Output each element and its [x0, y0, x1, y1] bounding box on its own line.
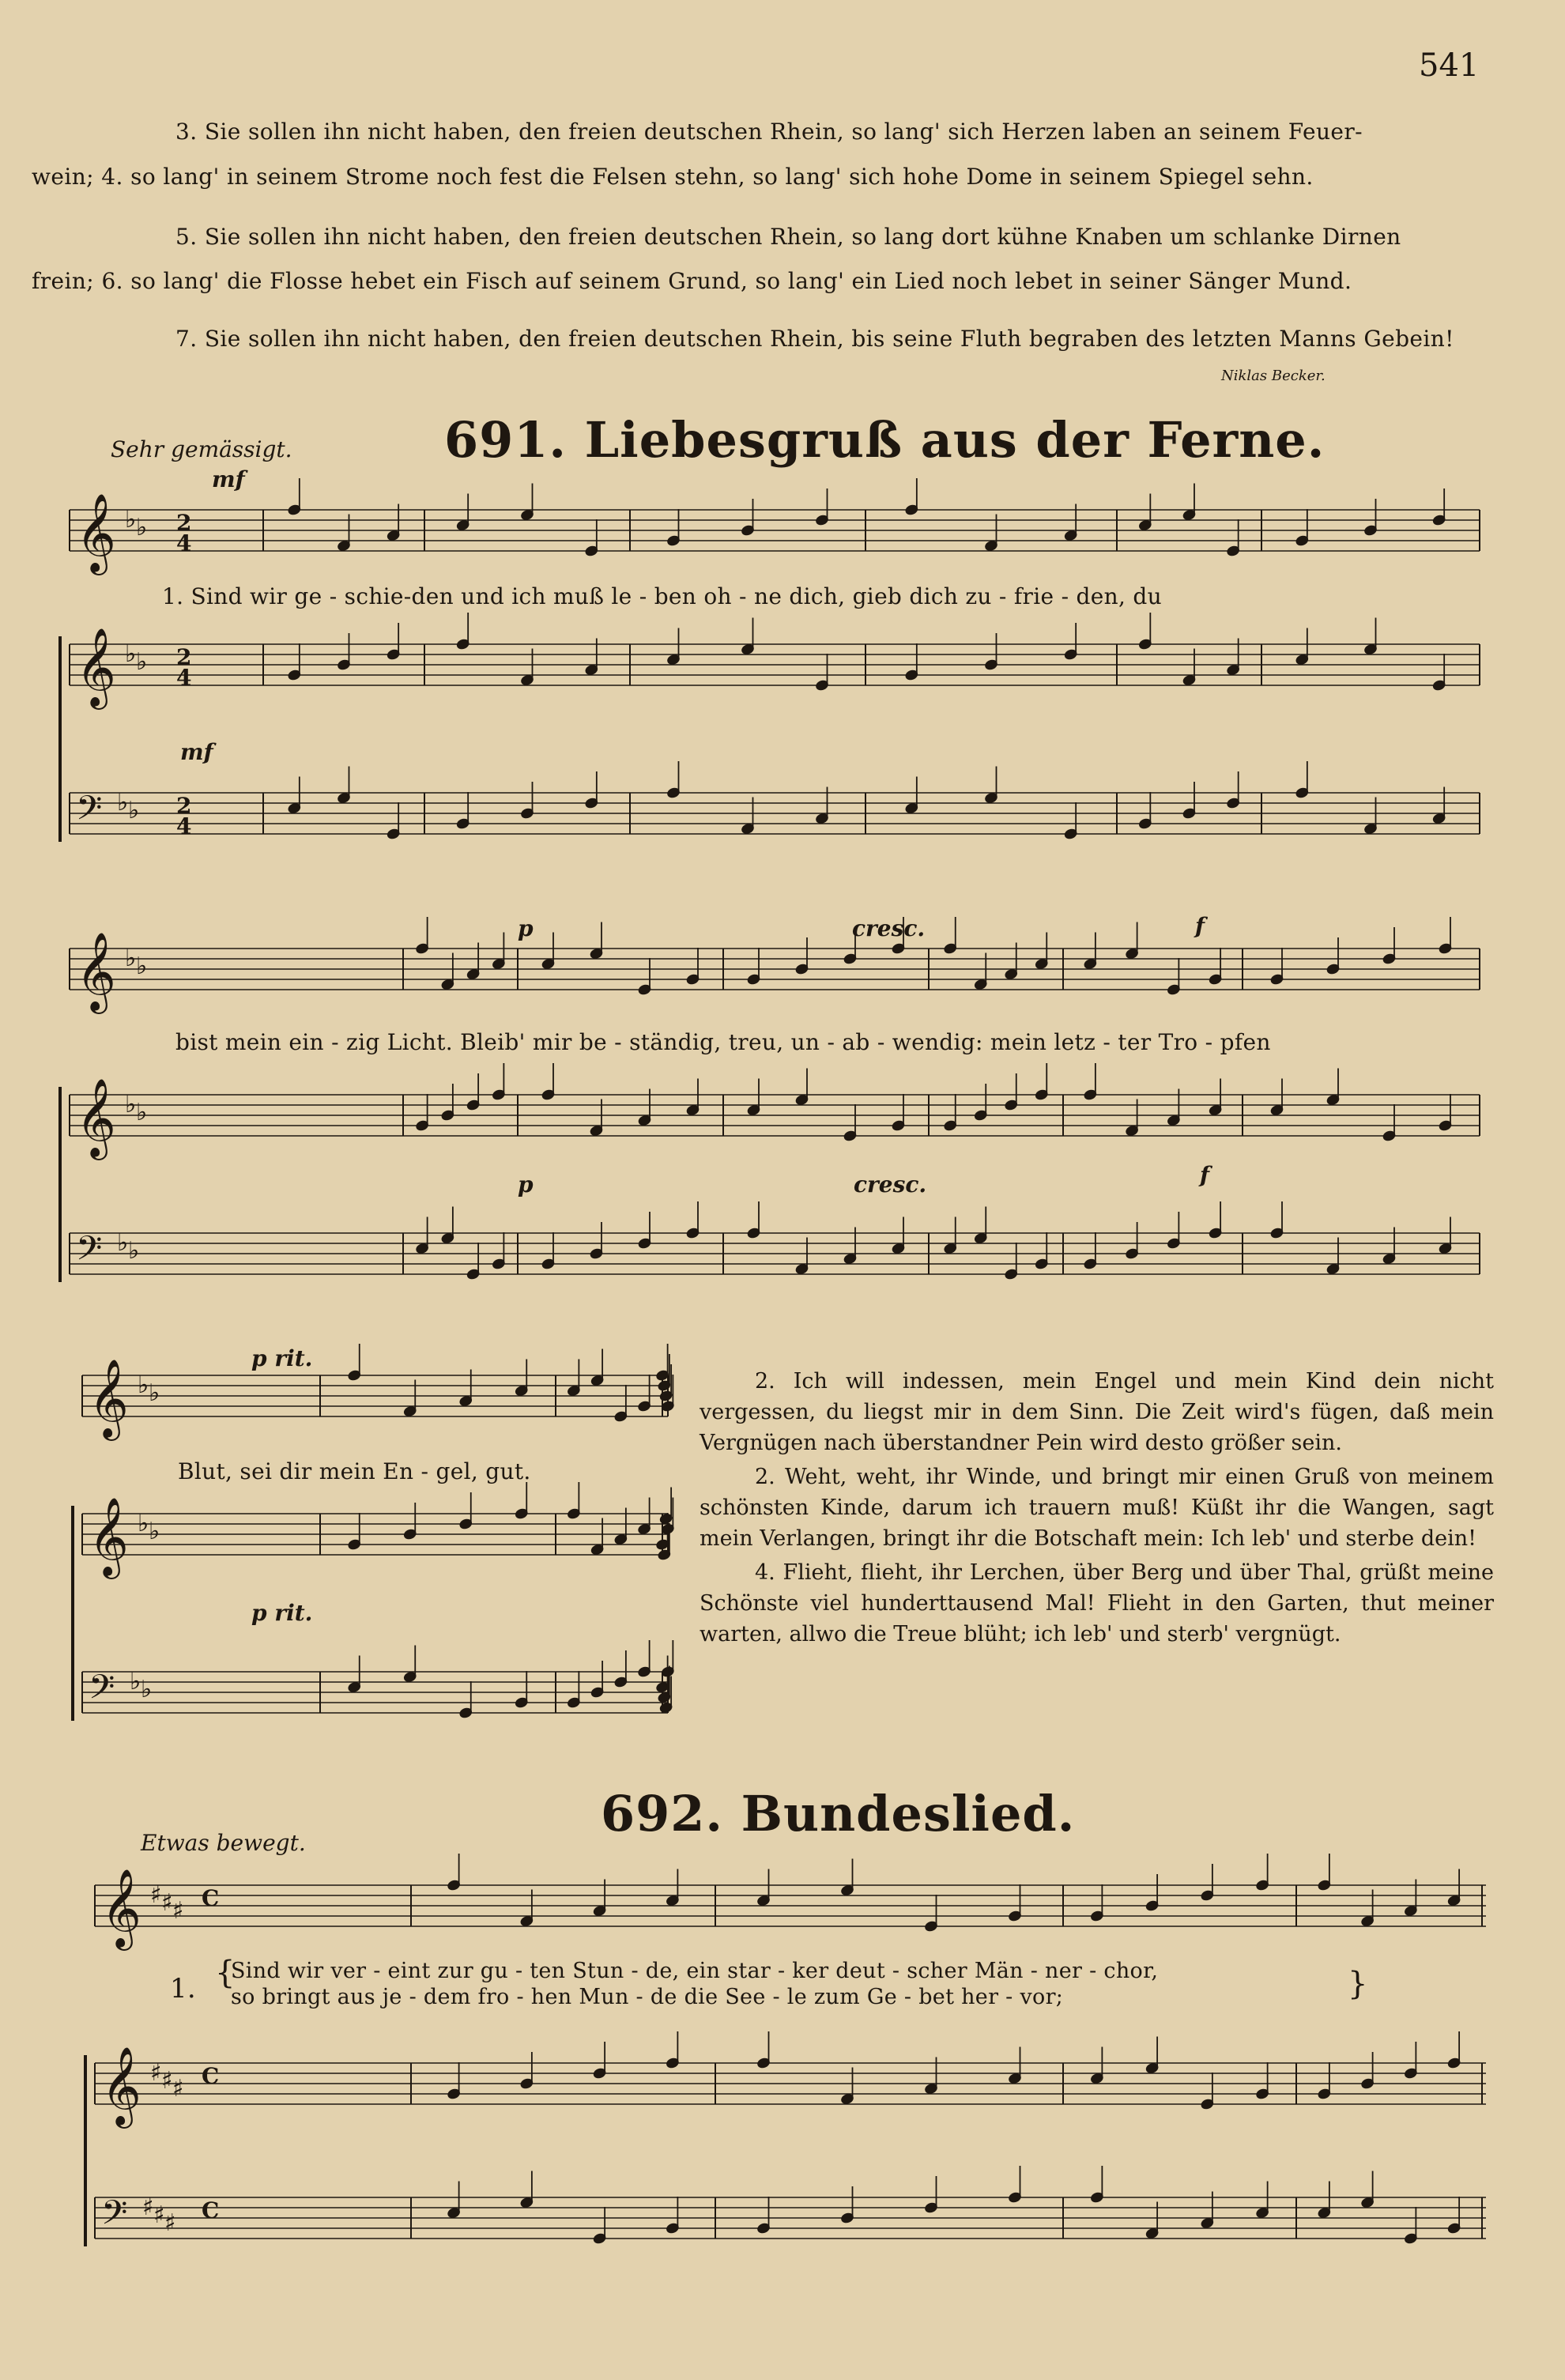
key-signature: ♯ [172, 2075, 184, 2103]
bass-clef: 𝄢 [76, 789, 103, 836]
key-signature: ♭ [136, 514, 148, 541]
treble-clef: 𝄞 [89, 1359, 129, 1438]
key-signature: ♭ [128, 797, 140, 824]
lyrics-691-line-2: bist mein ein - zig Licht. Bleib' mir be - ständig, treu, un - ab - wendig: mein letz - ter Tro - pfen [175, 1029, 1271, 1055]
brace-open: { [215, 1955, 236, 1991]
key-signature: ♭ [141, 1676, 153, 1703]
dynamic-p-rit-bass: p rit. [251, 1600, 313, 1626]
author-credit: Niklas Becker. [1221, 368, 1326, 384]
time-signature: C [202, 2197, 220, 2223]
key-signature: ♭ [138, 1371, 149, 1399]
key-signature: ♭ [149, 1518, 160, 1545]
time-signature: C [202, 1885, 220, 1911]
key-signature: ♭ [136, 648, 148, 676]
key-signature: ♭ [125, 1091, 137, 1118]
treble-clef: 𝄞 [76, 1078, 116, 1157]
lyrics-691-line-3: Blut, sei dir mein En - gel, gut. [178, 1458, 531, 1484]
key-signature: ♯ [150, 1881, 162, 1909]
key-signature: ♭ [128, 1237, 140, 1265]
key-signature: ♭ [117, 789, 129, 817]
brace-close: } [1348, 1966, 1368, 2002]
key-signature: ♭ [149, 1379, 160, 1407]
dynamic-p-bass: p [518, 1171, 534, 1198]
verse-number-692: 1. [170, 1973, 197, 2005]
key-signature: ♯ [172, 1897, 184, 1925]
verse-6-line: frein; 6. so lang' die Flosse hebet ein Fisch auf seinem Grund, so lang' ein Lied noch lebet in seiner Sänger Mund. [32, 268, 1352, 294]
key-signature: ♯ [142, 2193, 154, 2221]
additional-verse: 2. Ich will indessen, mein Engel und mein Kind dein nicht vergessen, du liegst mir in dem Sinn. Die Zeit wird's fügen, daß mein Vergnügen nach überstandner Pein wird desto größer sein. [700, 1369, 1494, 1455]
lyrics-692-line-2: so bringt aus je - dem fro - hen Mun - de die See - le zum Ge - bet her - vor; [231, 1985, 1064, 2009]
treble-clef: 𝄞 [89, 1497, 129, 1576]
dynamic-cresc-bass: cresc. [854, 1171, 927, 1198]
time-signature: 4 [176, 813, 192, 839]
key-signature: ♭ [125, 506, 137, 534]
lyrics-691-line-1: 1. Sind wir ge - schie-den und ich muß le - ben oh - ne dich, gieb dich zu - frie - den, du [162, 583, 1162, 609]
key-signature: ♭ [136, 1099, 148, 1126]
treble-clef: 𝄞 [101, 2046, 141, 2125]
treble-clef: 𝄞 [76, 493, 116, 572]
bass-clef: 𝄢 [101, 2193, 128, 2241]
lyrics-692-line-1: Sind wir ver - eint zur gu - ten Stun - de, ein star - ker deut - scher Män - ner - chor, [231, 1959, 1159, 1983]
song-title-691: 691. Liebesgruß aus der Ferne. [444, 411, 1326, 469]
dynamic-p: p [518, 915, 534, 941]
key-signature: ♯ [161, 2067, 173, 2095]
tempo-marking-691: Sehr gemässigt. [111, 436, 292, 462]
key-signature: ♭ [125, 945, 137, 972]
treble-clef: 𝄞 [76, 628, 116, 707]
dynamic-mf-piano: mf [180, 739, 213, 765]
time-signature: 2 [176, 644, 192, 670]
page-number: 541 [1419, 47, 1480, 84]
verse-3-line: 3. Sie sollen ihn nicht haben, den freien deutschen Rhein, so lang' sich Herzen laben an seinem Feuer- [175, 119, 1363, 145]
additional-verse: 4. Flieht, flieht, ihr Lerchen, über Berg und über Thal, grüßt meine Schönste viel hunderttausend Mal! Flieht in den Garten, thut meiner warten, allwo die Treue blüht; ich leb' und sterb' vergnügt. [700, 1560, 1494, 1646]
bass-clef: 𝄢 [76, 1229, 103, 1277]
key-signature: ♭ [130, 1668, 141, 1695]
dynamic-p-rit: p rit. [251, 1345, 313, 1371]
time-signature: 2 [176, 510, 192, 536]
dynamic-f-bass: f [1200, 1162, 1210, 1188]
dynamic-mf-voice: mf [212, 466, 245, 492]
key-signature: ♭ [117, 1229, 129, 1257]
time-signature: 2 [176, 793, 192, 819]
treble-clef: 𝄞 [101, 1869, 141, 1948]
additional-verse: 2. Weht, weht, ihr Winde, und bringt mir einen Gruß von meinem schönsten Kinde, darum ich trauern muß! Küßt ihr die Wangen, sagt mein Verlangen, bringt ihr die Botschaft mein: Ich leb' und sterbe dein! [700, 1465, 1494, 1551]
key-signature: ♯ [150, 2059, 162, 2087]
key-signature: ♯ [164, 2209, 176, 2237]
verse-4-line: wein; 4. so lang' in seinem Strome noch fest die Felsen stehn, so lang' sich hohe Dome in seinem Spiegel sehn. [32, 164, 1314, 190]
dynamic-cresc: cresc. [852, 915, 926, 941]
verse-7-line: 7. Sie sollen ihn nicht haben, den freien deutschen Rhein, bis seine Fluth begraben des letzten Manns Gebein! [175, 326, 1454, 352]
key-signature: ♭ [138, 1510, 149, 1537]
key-signature: ♯ [161, 1889, 173, 1917]
tempo-marking-692: Etwas bewegt. [141, 1830, 306, 1856]
song-title-692: 692. Bundeslied. [601, 1785, 1076, 1843]
key-signature: ♭ [125, 640, 137, 668]
time-signature: C [202, 2063, 220, 2089]
time-signature: 4 [176, 530, 192, 556]
verse-5-line: 5. Sie sollen ihn nicht haben, den freien deutschen Rhein, so lang dort kühne Knaben um schlanke Dirnen [175, 224, 1401, 250]
key-signature: ♭ [136, 952, 148, 980]
bass-clef: 𝄢 [89, 1668, 115, 1715]
treble-clef: 𝄞 [76, 932, 116, 1011]
dynamic-f: f [1195, 913, 1205, 939]
time-signature: 4 [176, 665, 192, 691]
key-signature: ♯ [153, 2201, 165, 2229]
